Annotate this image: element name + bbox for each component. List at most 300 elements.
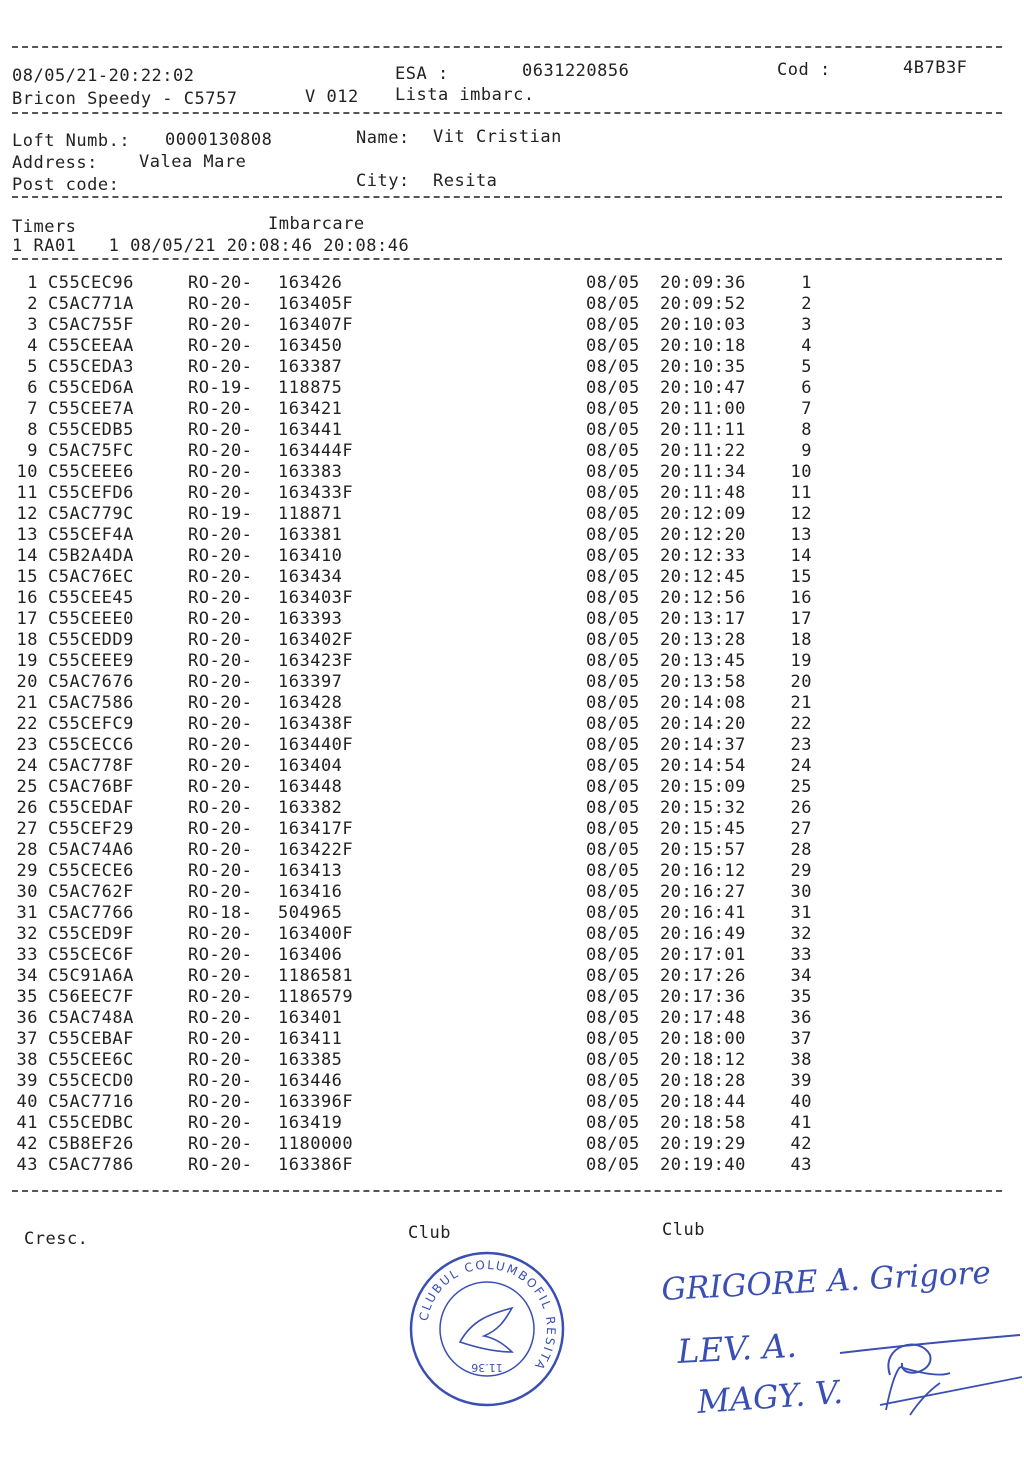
arrival-date: 08/05 (586, 882, 640, 902)
arrival-time: 20:16:49 (660, 924, 746, 944)
ring-series: RO-20- (188, 483, 253, 503)
arrival-position: 16 (790, 588, 812, 608)
row-index: 34 (16, 966, 38, 986)
arrival-position: 32 (790, 924, 812, 944)
arrival-time: 20:16:27 (660, 882, 746, 902)
arrival-time: 20:14:20 (660, 714, 746, 734)
table-row (10, 882, 830, 903)
arrival-date: 08/05 (586, 945, 640, 965)
ring-id: C55CEF4A (48, 525, 134, 545)
table-row (10, 1008, 830, 1029)
arrival-position: 19 (790, 651, 812, 671)
ring-number: 163416 (278, 882, 343, 902)
ring-number: 163387 (278, 357, 343, 377)
arrival-date: 08/05 (586, 588, 640, 608)
cod-label: Cod : (777, 60, 831, 80)
ring-series: RO-20- (188, 651, 253, 671)
timer-line: 1 RA01 1 08/05/21 20:08:46 20:08:46 (12, 236, 410, 256)
table-row (10, 378, 830, 399)
ring-id: C5AC771A (48, 294, 134, 314)
ring-number: 163419 (278, 1113, 343, 1133)
table-row (10, 840, 830, 861)
arrival-date: 08/05 (586, 315, 640, 335)
arrival-position: 30 (790, 882, 812, 902)
arrival-date: 08/05 (586, 924, 640, 944)
ring-series: RO-20- (188, 1092, 253, 1112)
signature-3: MAGY. V. (695, 1372, 845, 1421)
arrival-position: 37 (790, 1029, 812, 1049)
ring-number: 1186581 (278, 966, 354, 986)
arrival-date: 08/05 (586, 630, 640, 650)
ring-number: 163413 (278, 861, 343, 881)
table-row (10, 273, 830, 294)
ring-number: 163448 (278, 777, 343, 797)
arrival-date: 08/05 (586, 987, 640, 1007)
arrival-time: 20:19:40 (660, 1155, 746, 1175)
arrival-time: 20:10:18 (660, 336, 746, 356)
device-name: Bricon Speedy - C5757 (12, 89, 238, 109)
ring-series: RO-19- (188, 504, 253, 524)
row-index: 14 (16, 546, 38, 566)
loft-value: 0000130808 (165, 130, 273, 150)
address-value: Valea Mare (139, 152, 247, 172)
row-index: 7 (27, 399, 38, 419)
arrival-date: 08/05 (586, 756, 640, 776)
arrival-position: 31 (790, 903, 812, 923)
arrival-date: 08/05 (586, 714, 640, 734)
name-label: Name: (356, 128, 410, 148)
timers-label: Timers (12, 217, 77, 237)
ring-number: 163410 (278, 546, 343, 566)
row-index: 3 (27, 315, 38, 335)
table-row (10, 966, 830, 987)
arrival-time: 20:09:36 (660, 273, 746, 293)
table-row (10, 1113, 830, 1134)
arrival-position: 38 (790, 1050, 812, 1070)
arrival-time: 20:11:00 (660, 399, 746, 419)
ring-id: C5B2A4DA (48, 546, 134, 566)
arrival-time: 20:13:58 (660, 672, 746, 692)
table-row (10, 504, 830, 525)
ring-series: RO-20- (188, 357, 253, 377)
table-row (10, 1134, 830, 1155)
ring-series: RO-20- (188, 672, 253, 692)
ring-id: C55CEEE6 (48, 462, 134, 482)
ring-id: C55CEC6F (48, 945, 134, 965)
arrival-date: 08/05 (586, 903, 640, 923)
ring-id: C55CEDBC (48, 1113, 134, 1133)
table-row (10, 315, 830, 336)
arrival-position: 35 (790, 987, 812, 1007)
ring-series: RO-20- (188, 1134, 253, 1154)
signature-2: LEV. A. (676, 1325, 798, 1371)
arrival-position: 39 (790, 1071, 812, 1091)
ring-id: C5AC778F (48, 756, 134, 776)
ring-series: RO-20- (188, 1050, 253, 1070)
ring-number: 163406 (278, 945, 343, 965)
signatures (650, 1255, 1024, 1425)
arrival-time: 20:16:41 (660, 903, 746, 923)
ring-id: C55CEE45 (48, 588, 134, 608)
arrival-position: 18 (790, 630, 812, 650)
arrival-position: 11 (790, 483, 812, 503)
ring-series: RO-18- (188, 903, 253, 923)
ring-number: 163444F (278, 441, 354, 461)
arrival-position: 23 (790, 735, 812, 755)
arrival-date: 08/05 (586, 420, 640, 440)
table-row (10, 714, 830, 735)
ring-id: C5B8EF26 (48, 1134, 134, 1154)
ring-series: RO-20- (188, 819, 253, 839)
esa-label: ESA : (395, 64, 449, 84)
ring-series: RO-20- (188, 777, 253, 797)
ring-id: C55CEDD9 (48, 630, 134, 650)
table-row (10, 1050, 830, 1071)
ring-series: RO-20- (188, 609, 253, 629)
ring-id: C55CEF29 (48, 819, 134, 839)
ring-id: C55CECC6 (48, 735, 134, 755)
table-row (10, 945, 830, 966)
row-index: 16 (16, 588, 38, 608)
ring-number: 163404 (278, 756, 343, 776)
arrival-position: 42 (790, 1134, 812, 1154)
table-row (10, 525, 830, 546)
arrival-time: 20:12:56 (660, 588, 746, 608)
row-index: 8 (27, 420, 38, 440)
arrival-time: 20:18:12 (660, 1050, 746, 1070)
ring-id: C5AC76BF (48, 777, 134, 797)
row-index: 5 (27, 357, 38, 377)
arrival-date: 08/05 (586, 525, 640, 545)
divider (12, 46, 1002, 48)
arrival-position: 12 (790, 504, 812, 524)
ring-number: 1180000 (278, 1134, 354, 1154)
ring-series: RO-20- (188, 546, 253, 566)
arrival-time: 20:10:35 (660, 357, 746, 377)
row-index: 33 (16, 945, 38, 965)
table-row (10, 735, 830, 756)
ring-series: RO-20- (188, 630, 253, 650)
ring-series: RO-20- (188, 798, 253, 818)
row-index: 43 (16, 1155, 38, 1175)
ring-series: RO-20- (188, 987, 253, 1007)
arrival-time: 20:10:03 (660, 315, 746, 335)
row-index: 25 (16, 777, 38, 797)
row-index: 9 (27, 441, 38, 461)
row-index: 37 (16, 1029, 38, 1049)
stamp-inner: 11.36 (471, 1361, 503, 1374)
row-index: 2 (27, 294, 38, 314)
arrival-date: 08/05 (586, 546, 640, 566)
arrival-position: 21 (790, 693, 812, 713)
row-index: 27 (16, 819, 38, 839)
ring-id: C55CEEE0 (48, 609, 134, 629)
row-index: 21 (16, 693, 38, 713)
arrival-date: 08/05 (586, 1113, 640, 1133)
arrival-position: 41 (790, 1113, 812, 1133)
arrival-time: 20:15:32 (660, 798, 746, 818)
arrival-time: 20:14:37 (660, 735, 746, 755)
arrival-position: 8 (801, 420, 812, 440)
arrival-time: 20:15:45 (660, 819, 746, 839)
arrival-time: 20:19:29 (660, 1134, 746, 1154)
arrival-date: 08/05 (586, 1008, 640, 1028)
arrival-position: 26 (790, 798, 812, 818)
city-label: City: (356, 171, 410, 191)
ring-id: C5AC7786 (48, 1155, 134, 1175)
arrival-position: 28 (790, 840, 812, 860)
arrival-time: 20:17:26 (660, 966, 746, 986)
table-row (10, 987, 830, 1008)
row-index: 26 (16, 798, 38, 818)
arrival-date: 08/05 (586, 399, 640, 419)
arrival-position: 36 (790, 1008, 812, 1028)
arrival-position: 7 (801, 399, 812, 419)
row-index: 4 (27, 336, 38, 356)
arrival-position: 6 (801, 378, 812, 398)
ring-series: RO-20- (188, 294, 253, 314)
table-row (10, 546, 830, 567)
table-row (10, 462, 830, 483)
arrival-time: 20:17:48 (660, 1008, 746, 1028)
ring-number: 118875 (278, 378, 343, 398)
ring-series: RO-20- (188, 1008, 253, 1028)
table-row (10, 672, 830, 693)
ring-number: 163426 (278, 273, 343, 293)
ring-series: RO-20- (188, 315, 253, 335)
row-index: 17 (16, 609, 38, 629)
ring-series: RO-20- (188, 714, 253, 734)
arrival-time: 20:13:45 (660, 651, 746, 671)
ring-id: C56EEC7F (48, 987, 134, 1007)
arrival-time: 20:16:12 (660, 861, 746, 881)
arrival-date: 08/05 (586, 1050, 640, 1070)
arrival-date: 08/05 (586, 693, 640, 713)
ring-number: 163407F (278, 315, 354, 335)
ring-series: RO-20- (188, 840, 253, 860)
ring-series: RO-20- (188, 693, 253, 713)
ring-number: 163396F (278, 1092, 354, 1112)
table-row (10, 1155, 830, 1176)
row-index: 12 (16, 504, 38, 524)
ring-id: C5AC7676 (48, 672, 134, 692)
arrival-time: 20:14:08 (660, 693, 746, 713)
arrival-time: 20:17:01 (660, 945, 746, 965)
stamp-text: CLUBUL COLUMBOFIL RESITA (416, 1257, 559, 1374)
arrival-position: 2 (801, 294, 812, 314)
ring-id: C55CEDA3 (48, 357, 134, 377)
table-row (10, 483, 830, 504)
arrival-position: 9 (801, 441, 812, 461)
ring-id: C55CEC96 (48, 273, 134, 293)
arrival-time: 20:12:09 (660, 504, 746, 524)
row-index: 19 (16, 651, 38, 671)
ring-id: C5AC762F (48, 882, 134, 902)
arrival-time: 20:11:48 (660, 483, 746, 503)
ring-number: 163433F (278, 483, 354, 503)
ring-id: C55CED9F (48, 924, 134, 944)
table-row (10, 441, 830, 462)
arrival-date: 08/05 (586, 483, 640, 503)
ring-id: C55CEE6C (48, 1050, 134, 1070)
arrival-date: 08/05 (586, 672, 640, 692)
table-row (10, 651, 830, 672)
divider (12, 1190, 1002, 1192)
ring-series: RO-20- (188, 336, 253, 356)
table-row (10, 630, 830, 651)
table-row (10, 777, 830, 798)
arrival-date: 08/05 (586, 357, 640, 377)
table-row (10, 357, 830, 378)
ring-id: C5AC755F (48, 315, 134, 335)
row-index: 28 (16, 840, 38, 860)
ring-number: 118871 (278, 504, 343, 524)
name-value: Vit Cristian (433, 127, 562, 147)
arrival-position: 14 (790, 546, 812, 566)
arrival-position: 4 (801, 336, 812, 356)
divider (12, 112, 1002, 114)
arrival-date: 08/05 (586, 651, 640, 671)
ring-number: 163401 (278, 1008, 343, 1028)
arrival-position: 3 (801, 315, 812, 335)
ring-id: C55CEEE9 (48, 651, 134, 671)
arrival-date: 08/05 (586, 819, 640, 839)
row-index: 31 (16, 903, 38, 923)
arrival-time: 20:12:20 (660, 525, 746, 545)
table-row (10, 798, 830, 819)
ring-series: RO-20- (188, 273, 253, 293)
arrival-date: 08/05 (586, 378, 640, 398)
arrival-date: 08/05 (586, 840, 640, 860)
ring-number: 163383 (278, 462, 343, 482)
arrival-time: 20:11:11 (660, 420, 746, 440)
arrival-date: 08/05 (586, 273, 640, 293)
row-index: 39 (16, 1071, 38, 1091)
arrival-date: 08/05 (586, 735, 640, 755)
ring-series: RO-20- (188, 1113, 253, 1133)
row-index: 35 (16, 987, 38, 1007)
ring-id: C55CED6A (48, 378, 134, 398)
arrival-position: 10 (790, 462, 812, 482)
table-row (10, 567, 830, 588)
ring-number: 163440F (278, 735, 354, 755)
ring-series: RO-20- (188, 462, 253, 482)
arrival-time: 20:18:28 (660, 1071, 746, 1091)
table-row (10, 336, 830, 357)
row-index: 6 (27, 378, 38, 398)
ring-number: 163393 (278, 609, 343, 629)
arrival-time: 20:09:52 (660, 294, 746, 314)
ring-series: RO-19- (188, 378, 253, 398)
row-index: 32 (16, 924, 38, 944)
ring-number: 163434 (278, 567, 343, 587)
arrival-date: 08/05 (586, 441, 640, 461)
arrival-time: 20:12:45 (660, 567, 746, 587)
ring-number: 163441 (278, 420, 343, 440)
ring-series: RO-20- (188, 735, 253, 755)
table-row (10, 861, 830, 882)
city-value: Resita (433, 171, 498, 191)
ring-series: RO-20- (188, 945, 253, 965)
ring-number: 504965 (278, 903, 343, 923)
row-index: 38 (16, 1050, 38, 1070)
cresc-label: Cresc. (24, 1229, 89, 1249)
row-index: 10 (16, 462, 38, 482)
table-row (10, 399, 830, 420)
arrival-time: 20:11:34 (660, 462, 746, 482)
row-index: 42 (16, 1134, 38, 1154)
arrival-position: 20 (790, 672, 812, 692)
list-title: Lista imbarc. (395, 85, 535, 105)
table-row (10, 420, 830, 441)
ring-id: C5AC75FC (48, 441, 134, 461)
arrival-time: 20:12:33 (660, 546, 746, 566)
ring-series: RO-20- (188, 966, 253, 986)
ring-id: C55CEEAA (48, 336, 134, 356)
ring-id: C5C91A6A (48, 966, 134, 986)
club-label-2: Club (662, 1220, 705, 1240)
ring-number: 163417F (278, 819, 354, 839)
arrival-date: 08/05 (586, 798, 640, 818)
address-label: Address: (12, 153, 98, 173)
table-row (10, 1071, 830, 1092)
loft-label: Loft Numb.: (12, 131, 131, 151)
ring-series: RO-20- (188, 420, 253, 440)
row-index: 1 (27, 273, 38, 293)
ring-number: 163421 (278, 399, 343, 419)
arrival-position: 33 (790, 945, 812, 965)
imbarcare-label: Imbarcare (268, 214, 365, 234)
arrival-time: 20:15:09 (660, 777, 746, 797)
arrival-position: 25 (790, 777, 812, 797)
arrival-date: 08/05 (586, 1029, 640, 1049)
ring-series: RO-20- (188, 861, 253, 881)
ring-number: 163382 (278, 798, 343, 818)
ring-id: C55CEFC9 (48, 714, 134, 734)
arrival-date: 08/05 (586, 462, 640, 482)
arrival-position: 24 (790, 756, 812, 776)
row-index: 22 (16, 714, 38, 734)
divider (12, 258, 1002, 260)
ring-number: 163411 (278, 1029, 343, 1049)
ring-number: 163385 (278, 1050, 343, 1070)
ring-series: RO-20- (188, 567, 253, 587)
table-row (10, 588, 830, 609)
row-index: 18 (16, 630, 38, 650)
ring-number: 163402F (278, 630, 354, 650)
ring-series: RO-20- (188, 1155, 253, 1175)
ring-number: 163403F (278, 588, 354, 608)
arrival-position: 13 (790, 525, 812, 545)
table-row (10, 903, 830, 924)
row-index: 29 (16, 861, 38, 881)
arrival-date: 08/05 (586, 567, 640, 587)
ring-series: RO-20- (188, 1071, 253, 1091)
arrival-date: 08/05 (586, 609, 640, 629)
table-row (10, 294, 830, 315)
arrival-time: 20:15:57 (660, 840, 746, 860)
ring-id: C5AC7766 (48, 903, 134, 923)
arrival-date: 08/05 (586, 966, 640, 986)
ring-id: C55CEE7A (48, 399, 134, 419)
ring-id: C55CEDB5 (48, 420, 134, 440)
arrival-position: 5 (801, 357, 812, 377)
ring-id: C5AC7586 (48, 693, 134, 713)
row-index: 30 (16, 882, 38, 902)
ring-id: C5AC74A6 (48, 840, 134, 860)
ring-number: 1186579 (278, 987, 354, 1007)
ring-id: C5AC7716 (48, 1092, 134, 1112)
